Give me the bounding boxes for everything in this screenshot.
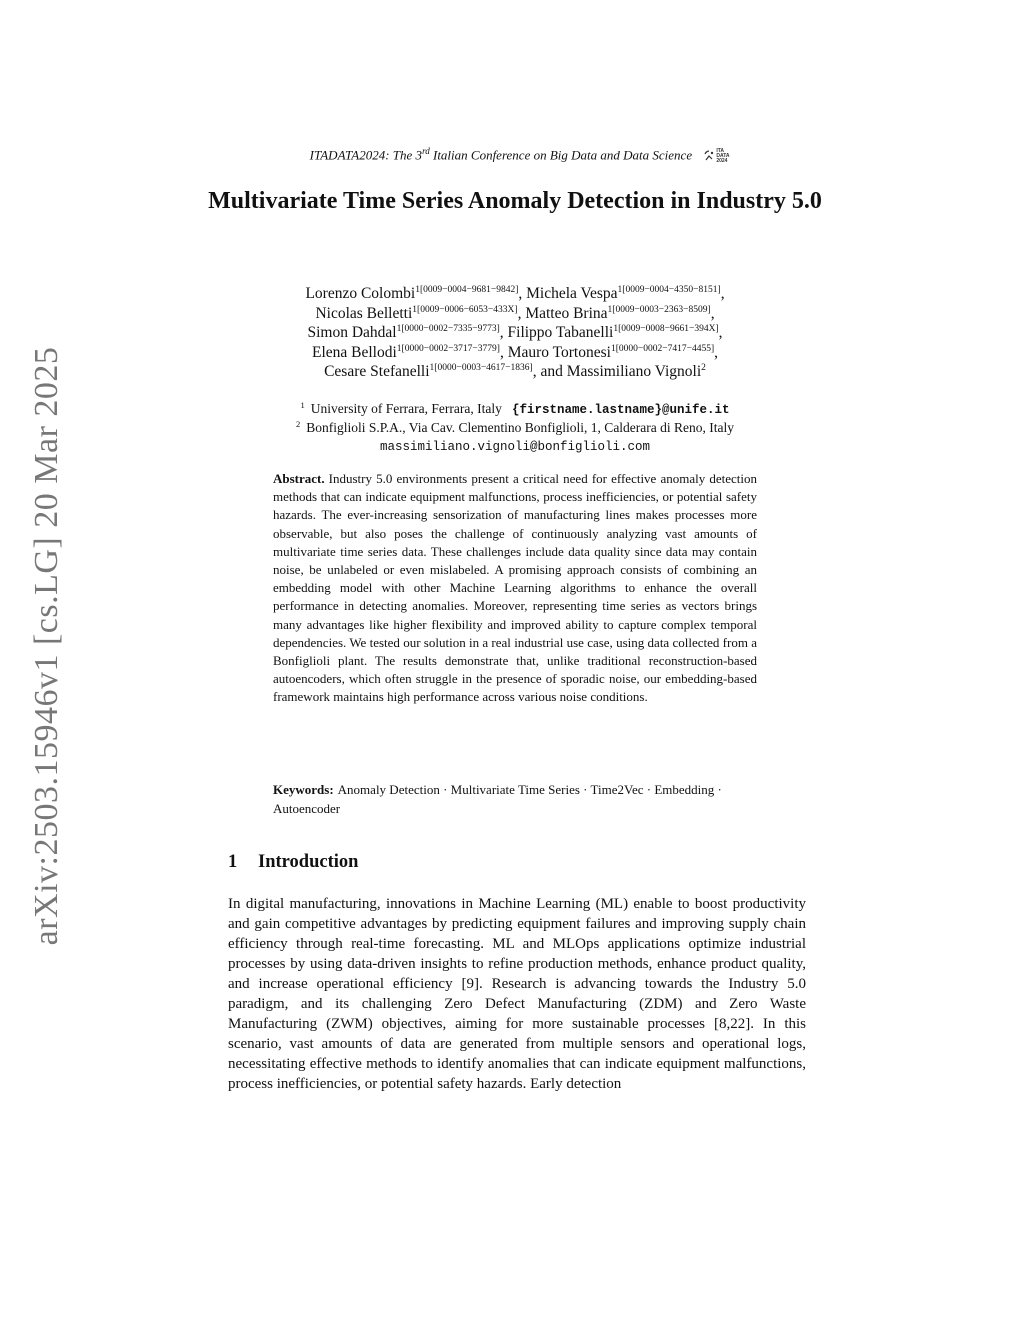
author-list <box>200 284 830 382</box>
itadata-logo-icon <box>703 150 715 162</box>
arxiv-identifier[interactable]: arXiv:2503.15946v1 [cs.LG] 20 Mar 2025 <box>28 346 65 946</box>
section-number: 1 <box>228 852 238 872</box>
body-paragraph: In digital manufacturing, innovations in Machine Learning (ML) enable to boost productivity and gain competitive advantages by predicting equipment failures and improving supply chain efficiency through real-time forecasting. ML and MLOps applications optimize industrial processes by using data-driven insights to refine production methods, enhance product quality, and increase operational efficiency [9]. Research is advancing towards the Industry 5.0 paradigm, and its challenging Zero Defect Manufacturing (ZDM) and Zero Waste Manufacturing (ZWM) objectives, aiming for more sustainable processes [8,22]. In this scenario, vast amounts of data are generated from multiple sensors and operational logs, necessitating effective methods to identify anomalies that can indicate equipment malfunctions, process inefficiencies, or potential safety hazards. Early detection <box>228 896 806 1092</box>
affiliation-1: $^1$ University of Ferrara, Ferrara, Italy {firstname.lastname}@unife.it <box>300 400 730 417</box>
itadata-logo-text: ITA DATA 2024 <box>716 147 730 164</box>
affiliations <box>200 400 830 456</box>
author: Nicolas Belletti$^{1[0009-0006-6053-433X]}$, <box>315 304 526 322</box>
itadata-logo <box>703 149 730 164</box>
email-link[interactable]: massimiliano.vignoli@bonfiglioli.com <box>379 440 651 454</box>
section-title: Introduction <box>258 852 359 872</box>
abstract <box>273 470 757 707</box>
conference-ordinal: rd <box>422 146 430 156</box>
author: Elena Bellodi$^{1[0000-0002-3717-3779]}$, <box>312 343 508 361</box>
author: Simon Dahdal$^{1[0000-0002-7335-9773]}$, <box>307 324 508 341</box>
affiliation-2: $^2$ Bonfiglioli S.P.A., Via Cav. Clementino Bonfiglioli, 1, Calderara di Reno, Italy <box>295 419 735 435</box>
email-link[interactable]: {firstname.lastname}@unife.it <box>512 403 730 417</box>
author: Michela Vespa$^{1[0009-0004-4350-8151]}$, <box>526 285 725 302</box>
abstract-text: Industry 5.0 environments present a critical need for effective anomaly detection methods that can indicate equipment malfunctions, process inefficiencies, or potential safety hazards. The ever-increasing sensorization of manufacturing lines makes processes more observable, but also poses the challenge of continuously analyzing vast amounts of multivariate time series data. These challenges include data quality since data may contain noise, be unlabeled or even mislabeled. A promising approach consists of combining an embedding model with other Machine Learning algorithms to enhance the overall performance in detecting anomalies. Moreover, representing time series as vectors brings many advantages like higher flexibility and improved ability to capture complex temporal dependencies. We tested our solution in a real industrial use case, using data collected from a Bonfiglioli plant. The results demonstrate that, unlike traditional reconstruction-based autoencoders, which often struggle in the presence of sporadic noise, our embedding-based framework maintains high performance across various noise conditions. <box>273 471 757 705</box>
section-heading <box>228 852 808 873</box>
keywords-text: Anomaly Detection · Multivariate Time Series · Time2Vec · Embedding · Autoencoder <box>273 782 722 816</box>
conference-name-pre: ITADATA2024: The 3 <box>309 147 423 163</box>
conference-name-post: Italian Conference on Big Data and Data Science <box>429 147 693 163</box>
keywords-label: Keywords: <box>273 782 334 797</box>
author: Matteo Brina$^{1[0009-0003-2363-8509]}$, <box>525 304 715 322</box>
author: Massimiliano Vignoli$^2$ <box>566 363 706 380</box>
author: Lorenzo Colombi$^{1[0009-0004-9681-9842]}$, <box>305 285 527 302</box>
paper-title: Multivariate Time Series Anomaly Detection in Industry 5.0 <box>208 188 822 214</box>
abstract-label: Abstract. <box>273 471 325 486</box>
conference-header <box>230 146 810 164</box>
author: Filippo Tabanelli$^{1[0009-0008-9661-394X]}$, <box>507 324 723 341</box>
keywords <box>273 781 757 818</box>
author: Cesare Stefanelli$^{1[0000-0003-4617-1836]}$, and <box>324 363 567 380</box>
affiliation-2-email <box>200 437 830 456</box>
author: Mauro Tortonesi$^{1[0000-0002-7417-4455]}$, <box>507 343 718 361</box>
